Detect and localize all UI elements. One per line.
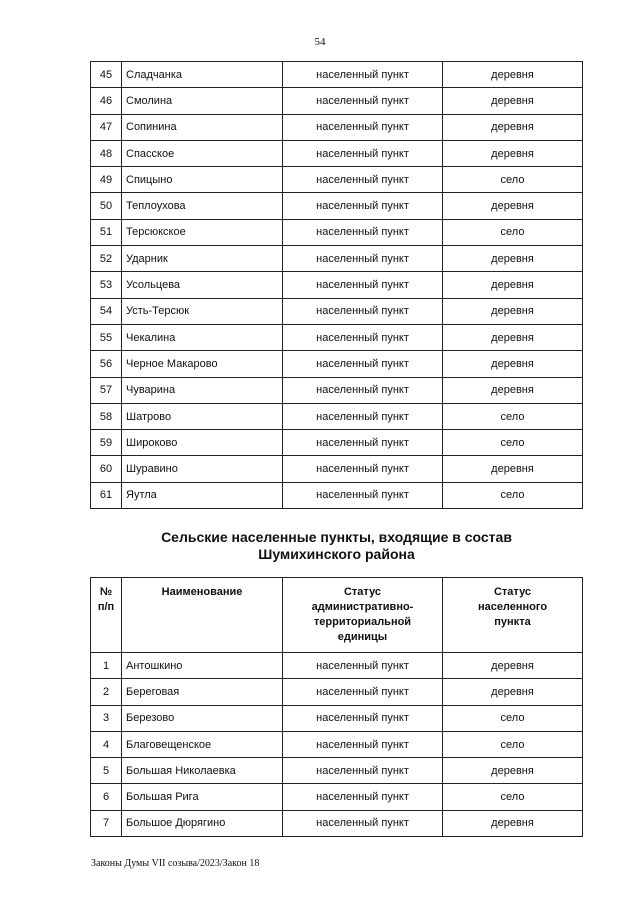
admin-unit-status: населенный пункт: [283, 810, 443, 836]
table-header-row: [91, 578, 583, 653]
settlement-name: Большое Дюрягино: [122, 810, 283, 836]
settlement-status: деревня: [443, 653, 583, 679]
header-status-line2: населенного: [477, 601, 548, 613]
settlement-status: село: [443, 167, 583, 193]
table-row: [91, 88, 583, 114]
settlement-name: Смолина: [122, 88, 283, 114]
table-body: [91, 653, 583, 837]
header-name: [122, 578, 283, 653]
page-number: 54: [314, 36, 326, 48]
header-type-line1: Статус: [343, 586, 382, 598]
table-row: [91, 246, 583, 272]
table-row: [91, 731, 583, 757]
settlement-status: деревня: [443, 810, 583, 836]
admin-unit-status: населенный пункт: [283, 114, 443, 140]
admin-unit-status: населенный пункт: [283, 705, 443, 731]
row-number: 60: [91, 456, 122, 482]
settlement-name: Антошкино: [122, 653, 283, 679]
settlement-status: деревня: [443, 298, 583, 324]
admin-unit-status: населенный пункт: [283, 377, 443, 403]
admin-unit-status: населенный пункт: [283, 731, 443, 757]
settlement-name: Сладчанка: [122, 62, 283, 88]
header-type-line3: территориальной: [313, 616, 412, 628]
settlement-status: деревня: [443, 351, 583, 377]
admin-unit-status: населенный пункт: [283, 482, 443, 508]
table-row: [91, 456, 583, 482]
row-number: 56: [91, 351, 122, 377]
table-row: [91, 140, 583, 166]
table-row: [91, 219, 583, 245]
settlement-name: Усольцева: [122, 272, 283, 298]
admin-unit-status: населенный пункт: [283, 140, 443, 166]
settlement-name: Чекалина: [122, 324, 283, 350]
row-number: 6: [91, 784, 122, 810]
admin-unit-status: населенный пункт: [283, 272, 443, 298]
admin-unit-status: населенный пункт: [283, 758, 443, 784]
header-name-text: Наименование: [161, 586, 243, 598]
settlement-name: Березово: [122, 705, 283, 731]
section-title-line1: Сельские населенные пункты, входящие в состав: [161, 529, 512, 545]
settlement-name: Ударник: [122, 246, 283, 272]
header-num-line1: №: [99, 586, 113, 598]
settlement-name: Спицыно: [122, 167, 283, 193]
admin-unit-status: населенный пункт: [283, 167, 443, 193]
header-status-line1: Статус: [493, 586, 532, 598]
settlement-name: Большая Николаевка: [122, 758, 283, 784]
admin-unit-status: населенный пункт: [283, 403, 443, 429]
table-row: [91, 403, 583, 429]
settlements-table-continued: [90, 61, 583, 509]
row-number: 61: [91, 482, 122, 508]
section-title-line2: Шумихинского района: [258, 546, 415, 562]
admin-unit-status: населенный пункт: [283, 653, 443, 679]
header-num-line2: п/п: [97, 601, 115, 613]
table-row: [91, 377, 583, 403]
admin-unit-status: населенный пункт: [283, 324, 443, 350]
settlement-status: деревня: [443, 679, 583, 705]
admin-unit-status: населенный пункт: [283, 784, 443, 810]
settlement-status: село: [443, 482, 583, 508]
row-number: 5: [91, 758, 122, 784]
settlement-status: деревня: [443, 246, 583, 272]
table-row: [91, 810, 583, 836]
settlement-status: село: [443, 784, 583, 810]
table-row: [91, 758, 583, 784]
table-row: [91, 653, 583, 679]
header-type: [283, 578, 443, 653]
settlement-name: Теплоухова: [122, 193, 283, 219]
row-number: 48: [91, 140, 122, 166]
table-row: [91, 784, 583, 810]
row-number: 58: [91, 403, 122, 429]
settlement-status: село: [443, 219, 583, 245]
header-status: [443, 578, 583, 653]
settlement-status: деревня: [443, 272, 583, 298]
table-body: [91, 62, 583, 509]
settlement-status: деревня: [443, 456, 583, 482]
admin-unit-status: населенный пункт: [283, 351, 443, 377]
settlement-name: Спасское: [122, 140, 283, 166]
row-number: 52: [91, 246, 122, 272]
header-type-line2: административно-: [311, 601, 414, 613]
row-number: 1: [91, 653, 122, 679]
settlement-name: Сопинина: [122, 114, 283, 140]
header-status-line3: пункта: [494, 616, 531, 628]
settlement-name: Чуварина: [122, 377, 283, 403]
settlement-name: Терсюкское: [122, 219, 283, 245]
settlement-name: Черное Макарово: [122, 351, 283, 377]
settlement-status: село: [443, 403, 583, 429]
admin-unit-status: населенный пункт: [283, 193, 443, 219]
settlement-name: Береговая: [122, 679, 283, 705]
settlement-status: деревня: [443, 193, 583, 219]
admin-unit-status: населенный пункт: [283, 679, 443, 705]
settlement-status: деревня: [443, 758, 583, 784]
settlement-status: деревня: [443, 62, 583, 88]
settlement-status: деревня: [443, 88, 583, 114]
document-footer: Законы Думы VII созыва/2023/Закон 18: [91, 858, 260, 869]
settlement-name: Широково: [122, 430, 283, 456]
row-number: 49: [91, 167, 122, 193]
settlement-status: деревня: [443, 140, 583, 166]
settlement-name: Большая Рига: [122, 784, 283, 810]
shumikha-settlements-table: [90, 577, 583, 837]
row-number: 55: [91, 324, 122, 350]
table-row: [91, 351, 583, 377]
settlement-status: село: [443, 705, 583, 731]
table-row: [91, 705, 583, 731]
settlement-status: деревня: [443, 324, 583, 350]
settlement-status: село: [443, 430, 583, 456]
table-row: [91, 298, 583, 324]
admin-unit-status: населенный пункт: [283, 246, 443, 272]
admin-unit-status: населенный пункт: [283, 62, 443, 88]
admin-unit-status: населенный пункт: [283, 219, 443, 245]
settlement-status: село: [443, 731, 583, 757]
row-number: 46: [91, 88, 122, 114]
settlement-status: деревня: [443, 114, 583, 140]
section-title: [90, 529, 583, 563]
table-row: [91, 272, 583, 298]
row-number: 2: [91, 679, 122, 705]
table-row: [91, 114, 583, 140]
table-row: [91, 324, 583, 350]
table-row: [91, 679, 583, 705]
table-row: [91, 193, 583, 219]
table-row: [91, 62, 583, 88]
row-number: 45: [91, 62, 122, 88]
admin-unit-status: населенный пункт: [283, 430, 443, 456]
settlement-name: Благовещенское: [122, 731, 283, 757]
row-number: 4: [91, 731, 122, 757]
settlement-name: Усть-Терсюк: [122, 298, 283, 324]
settlement-name: Шуравино: [122, 456, 283, 482]
admin-unit-status: населенный пункт: [283, 456, 443, 482]
row-number: 59: [91, 430, 122, 456]
table-row: [91, 167, 583, 193]
row-number: 57: [91, 377, 122, 403]
row-number: 51: [91, 219, 122, 245]
row-number: 54: [91, 298, 122, 324]
settlement-name: Яутла: [122, 482, 283, 508]
row-number: 53: [91, 272, 122, 298]
admin-unit-status: населенный пункт: [283, 88, 443, 114]
header-num: [91, 578, 122, 653]
row-number: 7: [91, 810, 122, 836]
settlement-status: деревня: [443, 377, 583, 403]
table-row: [91, 482, 583, 508]
header-type-line4: единицы: [337, 631, 388, 643]
row-number: 3: [91, 705, 122, 731]
row-number: 50: [91, 193, 122, 219]
admin-unit-status: населенный пункт: [283, 298, 443, 324]
row-number: 47: [91, 114, 122, 140]
settlement-name: Шатрово: [122, 403, 283, 429]
table-row: [91, 430, 583, 456]
